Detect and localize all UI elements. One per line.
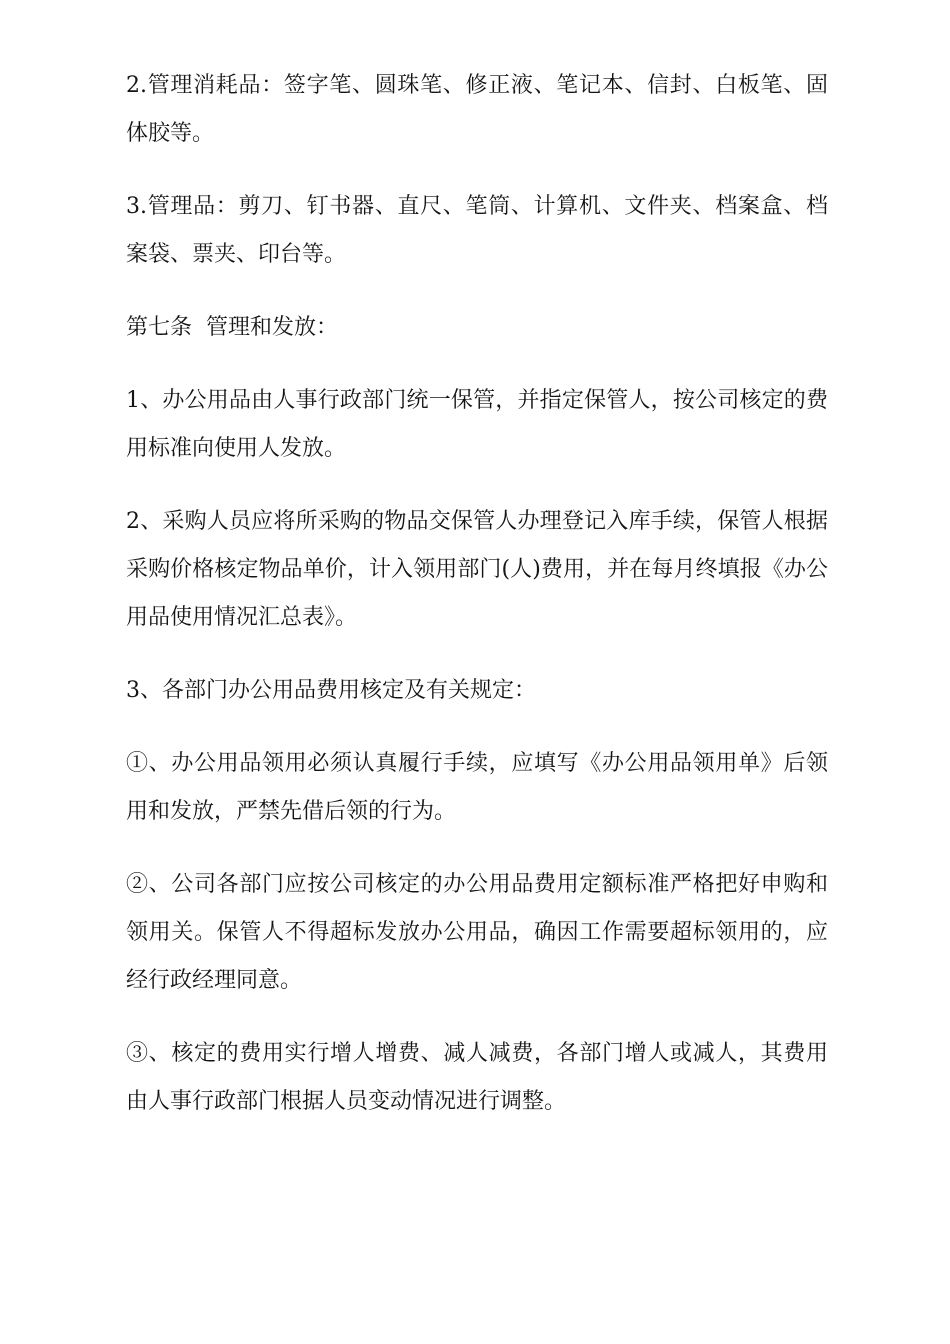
paragraph-rule-2: 2、采购人员应将所采购的物品交保管人办理登记入库手续，保管人根据采购价格核定物品单价，计入领用部门(人)费用，并在每月终填报《办公用品使用情况汇总表》。 bbox=[126, 509, 828, 630]
paragraph-subrule-1: ①、办公用品领用必须认真履行手续，应填写《办公用品领用单》后领用和发放，严禁先借后领的行为。 bbox=[126, 751, 828, 824]
paragraph-subrule-2: ②、公司各部门应按公司核定的办公用品费用定额标准严格把好申购和领用关。保管人不得超标发放办公用品，确因工作需要超标领用的，应经行政经理同意。 bbox=[126, 872, 828, 993]
paragraph-consumables: 2.管理消耗品：签字笔、圆珠笔、修正液、笔记本、信封、白板笔、固体胶等。 bbox=[126, 73, 828, 146]
paragraph-subrule-3: ③、核定的费用实行增人增费、减人减费，各部门增人或减人，其费用由人事行政部门根据人员变动情况进行调整。 bbox=[126, 1041, 828, 1114]
paragraph-rule-1: 1、办公用品由人事行政部门统一保管，并指定保管人，按公司核定的费用标准向使用人发放。 bbox=[126, 388, 828, 461]
paragraph-rule-3: 3、各部门办公用品费用核定及有关规定： bbox=[126, 678, 536, 703]
document-page bbox=[126, 62, 828, 1126]
section-heading-article-7: 第七条 管理和发放： bbox=[126, 315, 338, 340]
paragraph-managed-items: 3.管理品：剪刀、钉书器、直尺、笔筒、计算机、文件夹、档案盒、档案袋、票夹、印台等。 bbox=[126, 194, 828, 267]
